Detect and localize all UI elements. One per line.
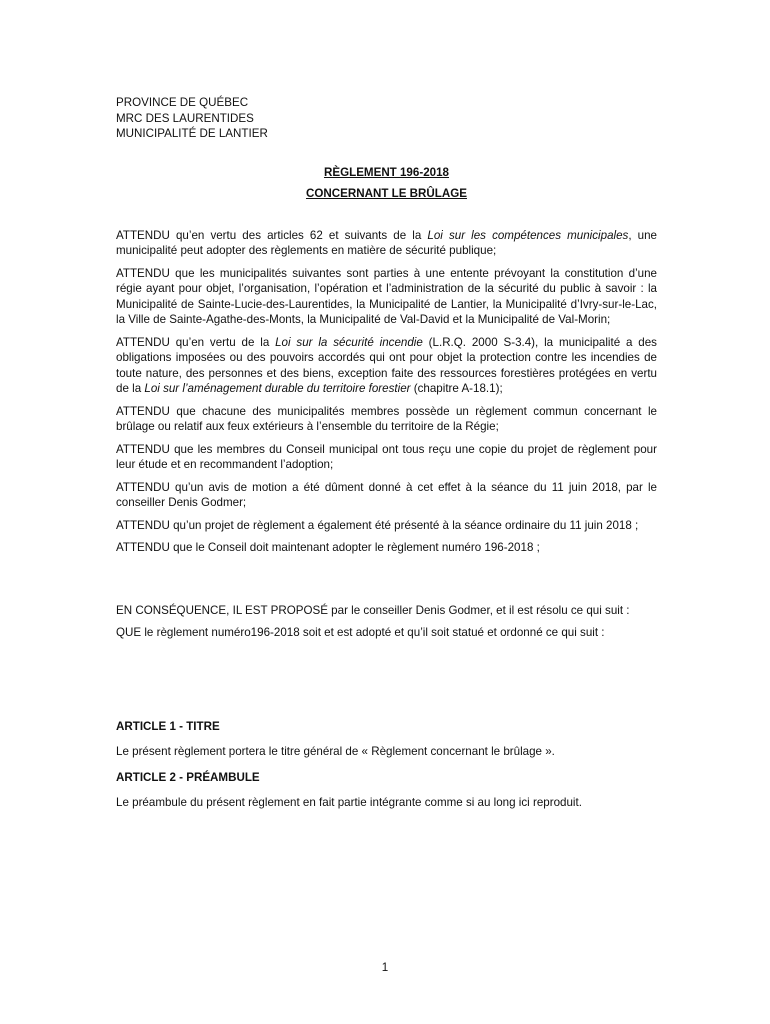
municipality-line: MUNICIPALITÉ DE LANTIER (116, 127, 268, 140)
attendus-section (116, 228, 657, 556)
attendu-paragraph: ATTENDU que les membres du Conseil municipal ont tous reçu une copie du projet de règlement pour leur étude et en recommandent l’adoption; (116, 442, 657, 471)
article-body: Le présent règlement portera le titre général de « Règlement concernant le brûlage ». (116, 745, 555, 758)
spacer (116, 563, 657, 603)
article-body: Le préambule du présent règlement en fait partie intégrante comme si au long ici reproduit. (116, 796, 582, 809)
spacer (116, 648, 657, 719)
attendu-paragraph: ATTENDU que chacune des municipalités membres possède un règlement commun concernant le brûlage ou relatif aux feux extérieurs à l’ensemble du territoire de la Régie; (116, 404, 657, 433)
province-line: PROVINCE DE QUÉBEC (116, 96, 249, 109)
attendu-paragraph: ATTENDU que les municipalités suivantes sont parties à une entente prévoyant la constitution d’une régie ayant pour objet, l’organisation, l’opération et l’administration de la sécurité du public à savoir : la Municipalité de Sainte-Lucie-des-Laurentides, la Municipalité de Lantier, la Municipalité d’Ivry-sur-le-Lac, la Ville de Sainte-Agathe-des-Monts, la Municipalité de Val-David et la Municipalité de Val-Morin; (116, 266, 657, 326)
document-header (116, 95, 657, 142)
attendu-paragraph: ATTENDU qu’un avis de motion a été dûment donné à cet effet à la séance du 11 juin 2018, par le conseiller Denis Godmer; (116, 480, 657, 509)
article-2 (116, 770, 657, 811)
attendu-paragraph: ATTENDU qu’en vertu de la Loi sur la sécurité incendie (L.R.Q. 2000 S-3.4), la municipalité a des obligations imposées ou des pouvoirs accordés qui ont pour objet la protection contre les incendies de toute nature, des personnes et des biens, exception faite des ressources forestières protégées en vertu de la Loi sur l’aménagement durable du territoire forestier (chapitre A-18.1); (116, 335, 657, 395)
attendu-paragraph: ATTENDU que le Conseil doit maintenant adopter le règlement numéro 196-2018 ; (116, 541, 540, 554)
article-heading: ARTICLE 1 - TITRE (116, 719, 220, 733)
document-page (116, 95, 657, 821)
regulation-subject-title: CONCERNANT LE BRÛLAGE (305, 187, 468, 200)
consequence-paragraph: EN CONSÉQUENCE, IL EST PROPOSÉ par le conseiller Denis Godmer, et il est résolu ce qui suit : (116, 603, 630, 617)
adoption-paragraph: QUE le règlement numéro196-2018 soit et est adopté et qu’il soit statué et ordonné ce qui suit : (116, 626, 605, 639)
regulation-number-title: RÈGLEMENT 196-2018 (323, 165, 449, 179)
attendu-paragraph: ATTENDU qu’un projet de règlement a également été présenté à la séance ordinaire du 11 juin 2018 ; (116, 518, 639, 532)
document-title (116, 165, 657, 202)
page-number: 1 (381, 961, 389, 974)
attendu-paragraph: ATTENDU qu’en vertu des articles 62 et suivants de la Loi sur les compétences municipales, une municipalité peut adopter des règlements en matière de sécurité publique; (116, 228, 658, 257)
mrc-line: MRC DES LAURENTIDES (116, 111, 254, 125)
article-1 (116, 719, 657, 760)
article-heading: ARTICLE 2 - PRÉAMBULE (116, 770, 260, 784)
